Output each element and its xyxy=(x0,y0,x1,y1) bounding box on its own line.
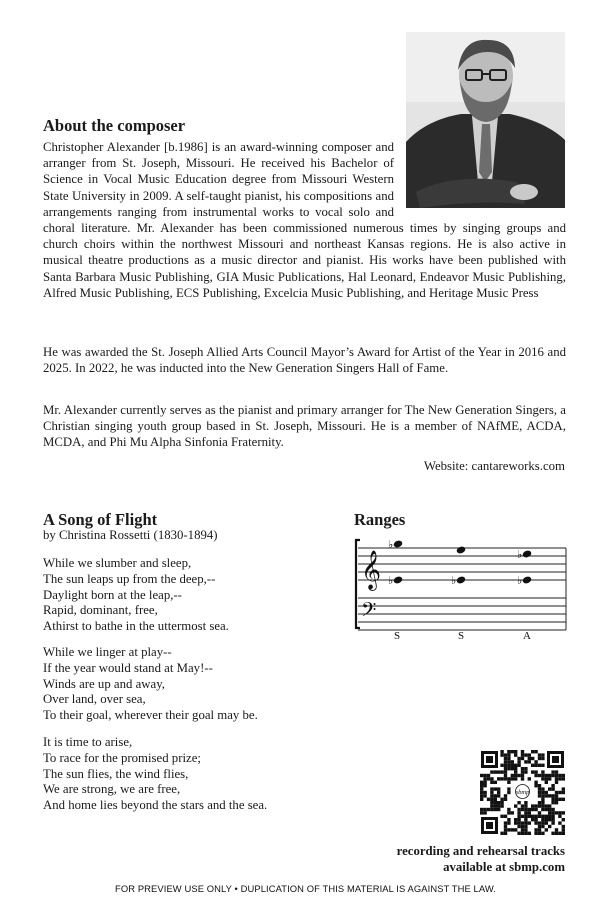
svg-text:♭: ♭ xyxy=(388,538,394,551)
qr-code[interactable] xyxy=(480,750,565,835)
poem-line: The sun leaps up from the deep,-- xyxy=(43,571,216,586)
composer-bio xyxy=(43,139,566,301)
poem-stanza-3 xyxy=(43,735,267,814)
voice-label-a: A xyxy=(523,630,531,642)
poem-title: A Song of Flight xyxy=(43,510,158,529)
poem-line: Winds are up and away, xyxy=(43,676,165,691)
poem-line: While we linger at play-- xyxy=(43,645,172,659)
svg-text:♭: ♭ xyxy=(517,548,523,561)
poem-line: And home lies beyond the stars and the sea. xyxy=(43,798,268,813)
poem-line: Daylight born at the leap,-- xyxy=(43,587,182,602)
ranges-title: Ranges xyxy=(354,510,406,529)
poem-line: Over land, over sea, xyxy=(43,692,146,707)
treble-clef-icon: 𝄞 xyxy=(361,550,382,590)
system-bracket xyxy=(356,540,360,628)
range-note-a-high xyxy=(517,548,532,561)
tracks-line-1: recording and rehearsal tracks xyxy=(396,844,565,858)
award-paragraph: He was awarded the St. Joseph Allied Arts Council Mayor’s Award for Artist of the Year in 2016 and 2025. In 2022, he was inducted into the New Generation Singers Hall of Fame. xyxy=(43,345,566,376)
poem-line: Rapid, dominant, free, xyxy=(43,603,158,618)
bass-clef-icon: 𝄢 xyxy=(361,598,377,626)
current-role-paragraph: Mr. Alexander currently serves as the pianist and primary arranger for The New Generation Singers, a Christian singing youth group based in St. Joseph, Missouri. He is a member of NAfME, ACDA, MCDA, and Phi Mu Alpha Sinfonia Fraternity. xyxy=(43,403,566,450)
preview-footer: FOR PREVIEW USE ONLY • DUPLICATION OF THIS MATERIAL IS AGAINST THE LAW. xyxy=(115,883,496,894)
svg-text:♭: ♭ xyxy=(451,574,457,587)
range-note-s2-high xyxy=(456,545,466,554)
website-link[interactable]: Website: cantareworks.com xyxy=(423,459,565,473)
poem-line: Athirst to bathe in the uttermost sea. xyxy=(43,619,229,634)
range-note-s1-low xyxy=(388,574,403,587)
bass-staff-lines xyxy=(358,598,566,630)
poem-line: We are strong, we are free, xyxy=(43,782,181,797)
about-title: About the composer xyxy=(43,116,186,135)
range-note-a-low xyxy=(517,574,532,587)
svg-text:♭: ♭ xyxy=(388,574,394,587)
range-note-s1-high xyxy=(388,538,403,551)
svg-text:♭: ♭ xyxy=(517,574,523,587)
poem-line: While we slumber and sleep, xyxy=(43,556,192,570)
poem-line: If the year would stand at May!-- xyxy=(43,660,213,675)
composer-bio-text: Christopher Alexander [b.1986] is an award-winning composer and arranger from St. Joseph, Missouri. He received his Bachelor of Science in Vocal Music Education degree from Missouri Western State University in 2009. A self-taught pianist, his compositions and arrangements ranging from instrumental works to vocal solo and choral literature. Mr. Alexander has been commissioned numerous times by singing groups and church choirs within the northwest Missouri and northeast Kansas regions. He is also active in musical theatre productions as a music director and pianist. His works have been published with Santa Barbara Music Publishing, GIA Music Publications, Hal Leonard, Endeavor Music Publishing, Alfred Music Publishing, ECS Publishing, Excelcia Music Publishing, and Heritage Music Press xyxy=(43,140,566,300)
poem-line: It is time to arise, xyxy=(43,735,133,749)
range-note-s2-low xyxy=(451,574,466,587)
poem-line: The sun flies, the wind flies, xyxy=(43,766,189,781)
ranges-staff xyxy=(350,532,570,644)
qr-logo: sbmp xyxy=(515,789,530,796)
poem-stanza-1 xyxy=(43,556,229,635)
tracks-line-2[interactable]: available at sbmp.com xyxy=(443,860,565,874)
poem-line: To their goal, wherever their goal may be. xyxy=(43,708,258,723)
poem-line: To race for the promised prize; xyxy=(43,750,201,765)
voice-label-s2: S xyxy=(458,630,465,642)
poem-stanza-2 xyxy=(43,645,258,724)
voice-label-s1: S xyxy=(394,630,401,642)
tracks-notice xyxy=(397,843,565,875)
poem-author: by Christina Rossetti (1830-1894) xyxy=(43,528,218,542)
